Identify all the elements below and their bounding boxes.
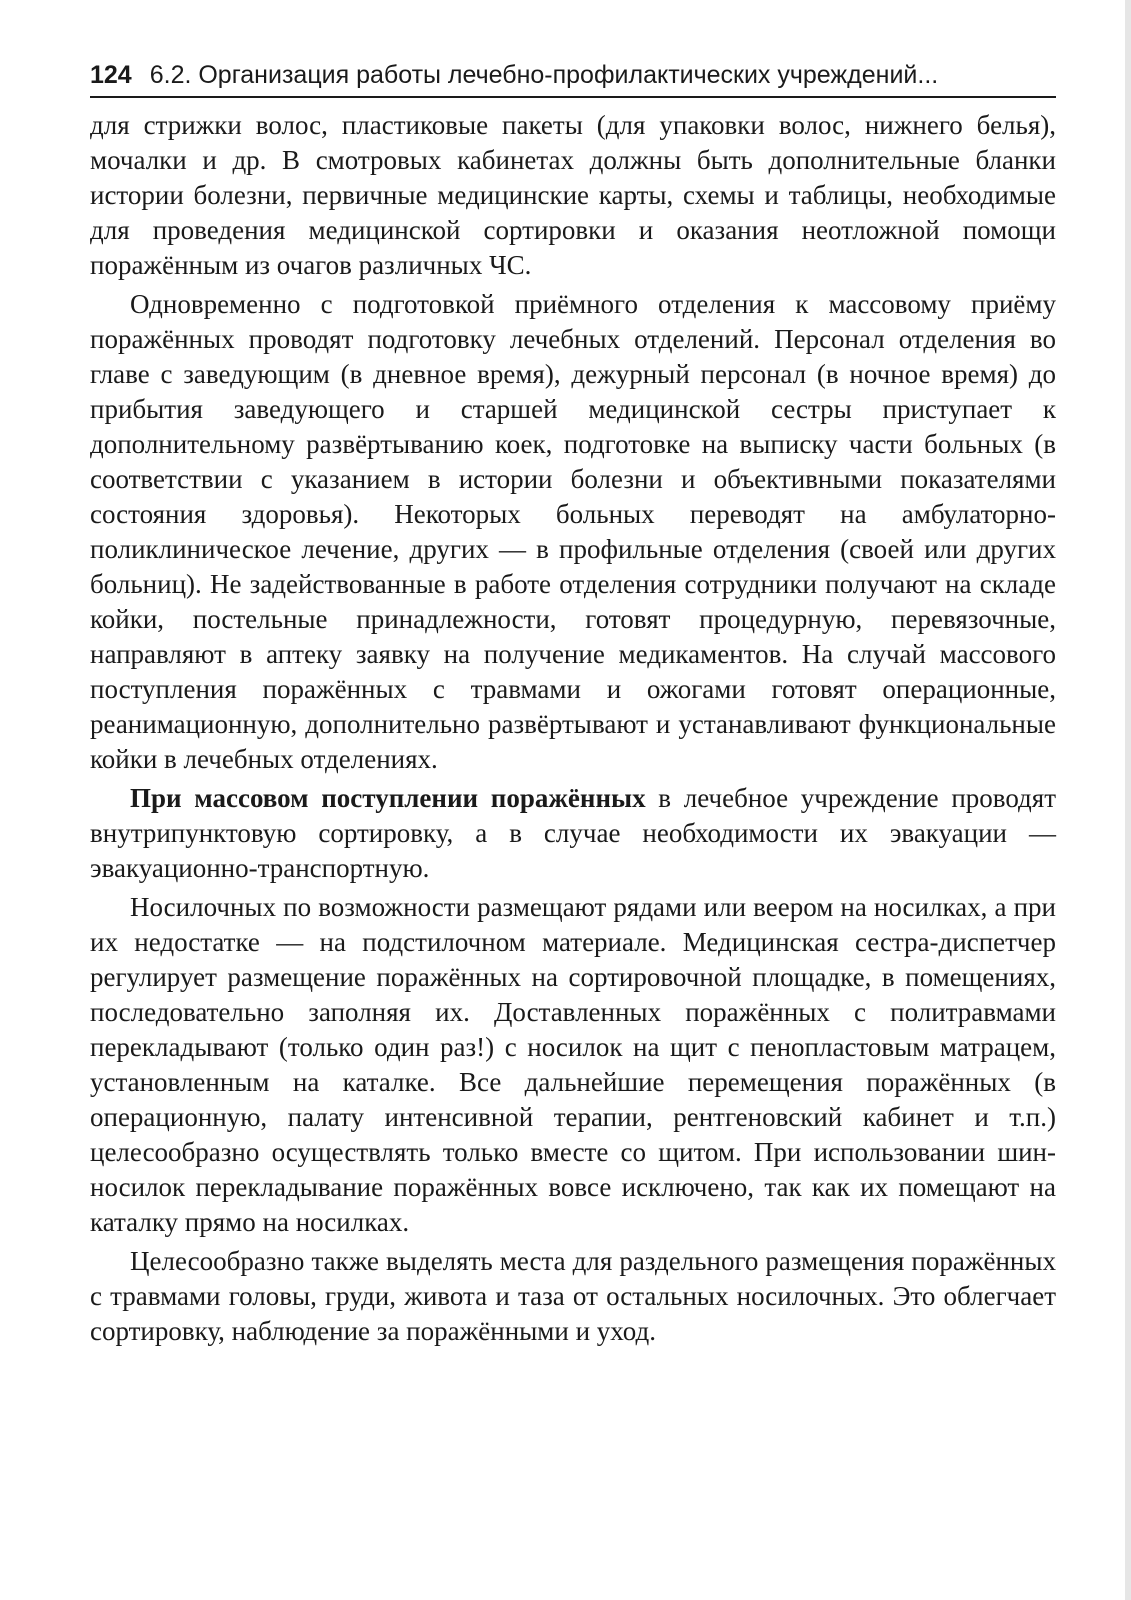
paragraph-3	[90, 781, 1056, 886]
paragraph-3-bold-lead: При массовом поступлении поражённых	[130, 783, 646, 813]
running-title: 6.2. Организация работы лечебно-профилактических учреждений...	[149, 61, 939, 89]
paragraph-2: Одновременно с подготовкой приёмного отделения к массовому приёму поражённых проводят подготовку лечебных отделений. Персонал отделения во главе с заведующим (в дневное время), дежурный персонал (в ночное время) до прибытия заведующего и старшей медицинской сестры приступает к дополнительному развёртыванию коек, подготовке на выписку части больных (в соответствии с указанием в истории болезни и объективными показателями состояния здоровья). Некоторых больных переводят на амбулаторно-поликлиническое лечение, других — в профильные отделения (своей или других больниц). Не задействованные в работе отделения сотрудники получают на складе койки, постельные принадлежности, готовят процедурную, перевязочные, направляют в аптеку заявку на получение медикаментов. На случай массового поступления поражённых с травмами и ожогами готовят операционные, реанимационную, дополнительно развёртывают и устанавливают функциональные койки в лечебных отделениях.	[90, 289, 1056, 774]
running-header	[90, 60, 1056, 98]
paragraph-5: Целесообразно также выделять места для раздельного размещения поражённых с травмами головы, груди, живота и таза от остальных носилочных. Это облегчает сортировку, наблюдение за поражёнными и уход.	[90, 1246, 1056, 1346]
page-edge-shadow	[1125, 0, 1131, 1600]
paragraph-4: Носилочных по возможности размещают рядами или веером на носилках, а при их недостатке — на подстилочном материале. Медицинская сестра-диспетчер регулирует размещение поражённых на сортировочной площадке, в помещениях, последовательно заполняя их. Доставленных поражённых с политравмами перекладывают (только один раз!) с носилок на щит с пенопластовым матрацем, установленным на каталке. Все дальнейшие перемещения поражённых (в операционную, палату интенсивной терапии, рентгеновский кабинет и т.п.) целесообразно осуществлять только вместе со щитом. При использовании шин-носилок перекладывание поражённых вовсе исключено, так как их помещают на каталку прямо на носилках.	[90, 892, 1056, 1237]
body-text	[90, 108, 1056, 1349]
book-page	[90, 60, 1056, 1353]
paragraph-1: для стрижки волос, пластиковые пакеты (для упаковки волос, нижнего белья), мочалки и др. В смотровых кабинетах должны быть дополнительные бланки истории болезни, первичные медицинские карты, схемы и таблицы, необходимые для проведения медицинской сортировки и оказания неотложной помощи поражённым из очагов различных ЧС.	[90, 110, 1056, 280]
paragraph-3-text: в лечебное учреждение проводят внутрипунктовую сортировку, а в случае необходимости их эвакуации — эвакуационно-транспортную.	[90, 783, 1057, 883]
page-number: 124	[90, 61, 132, 89]
